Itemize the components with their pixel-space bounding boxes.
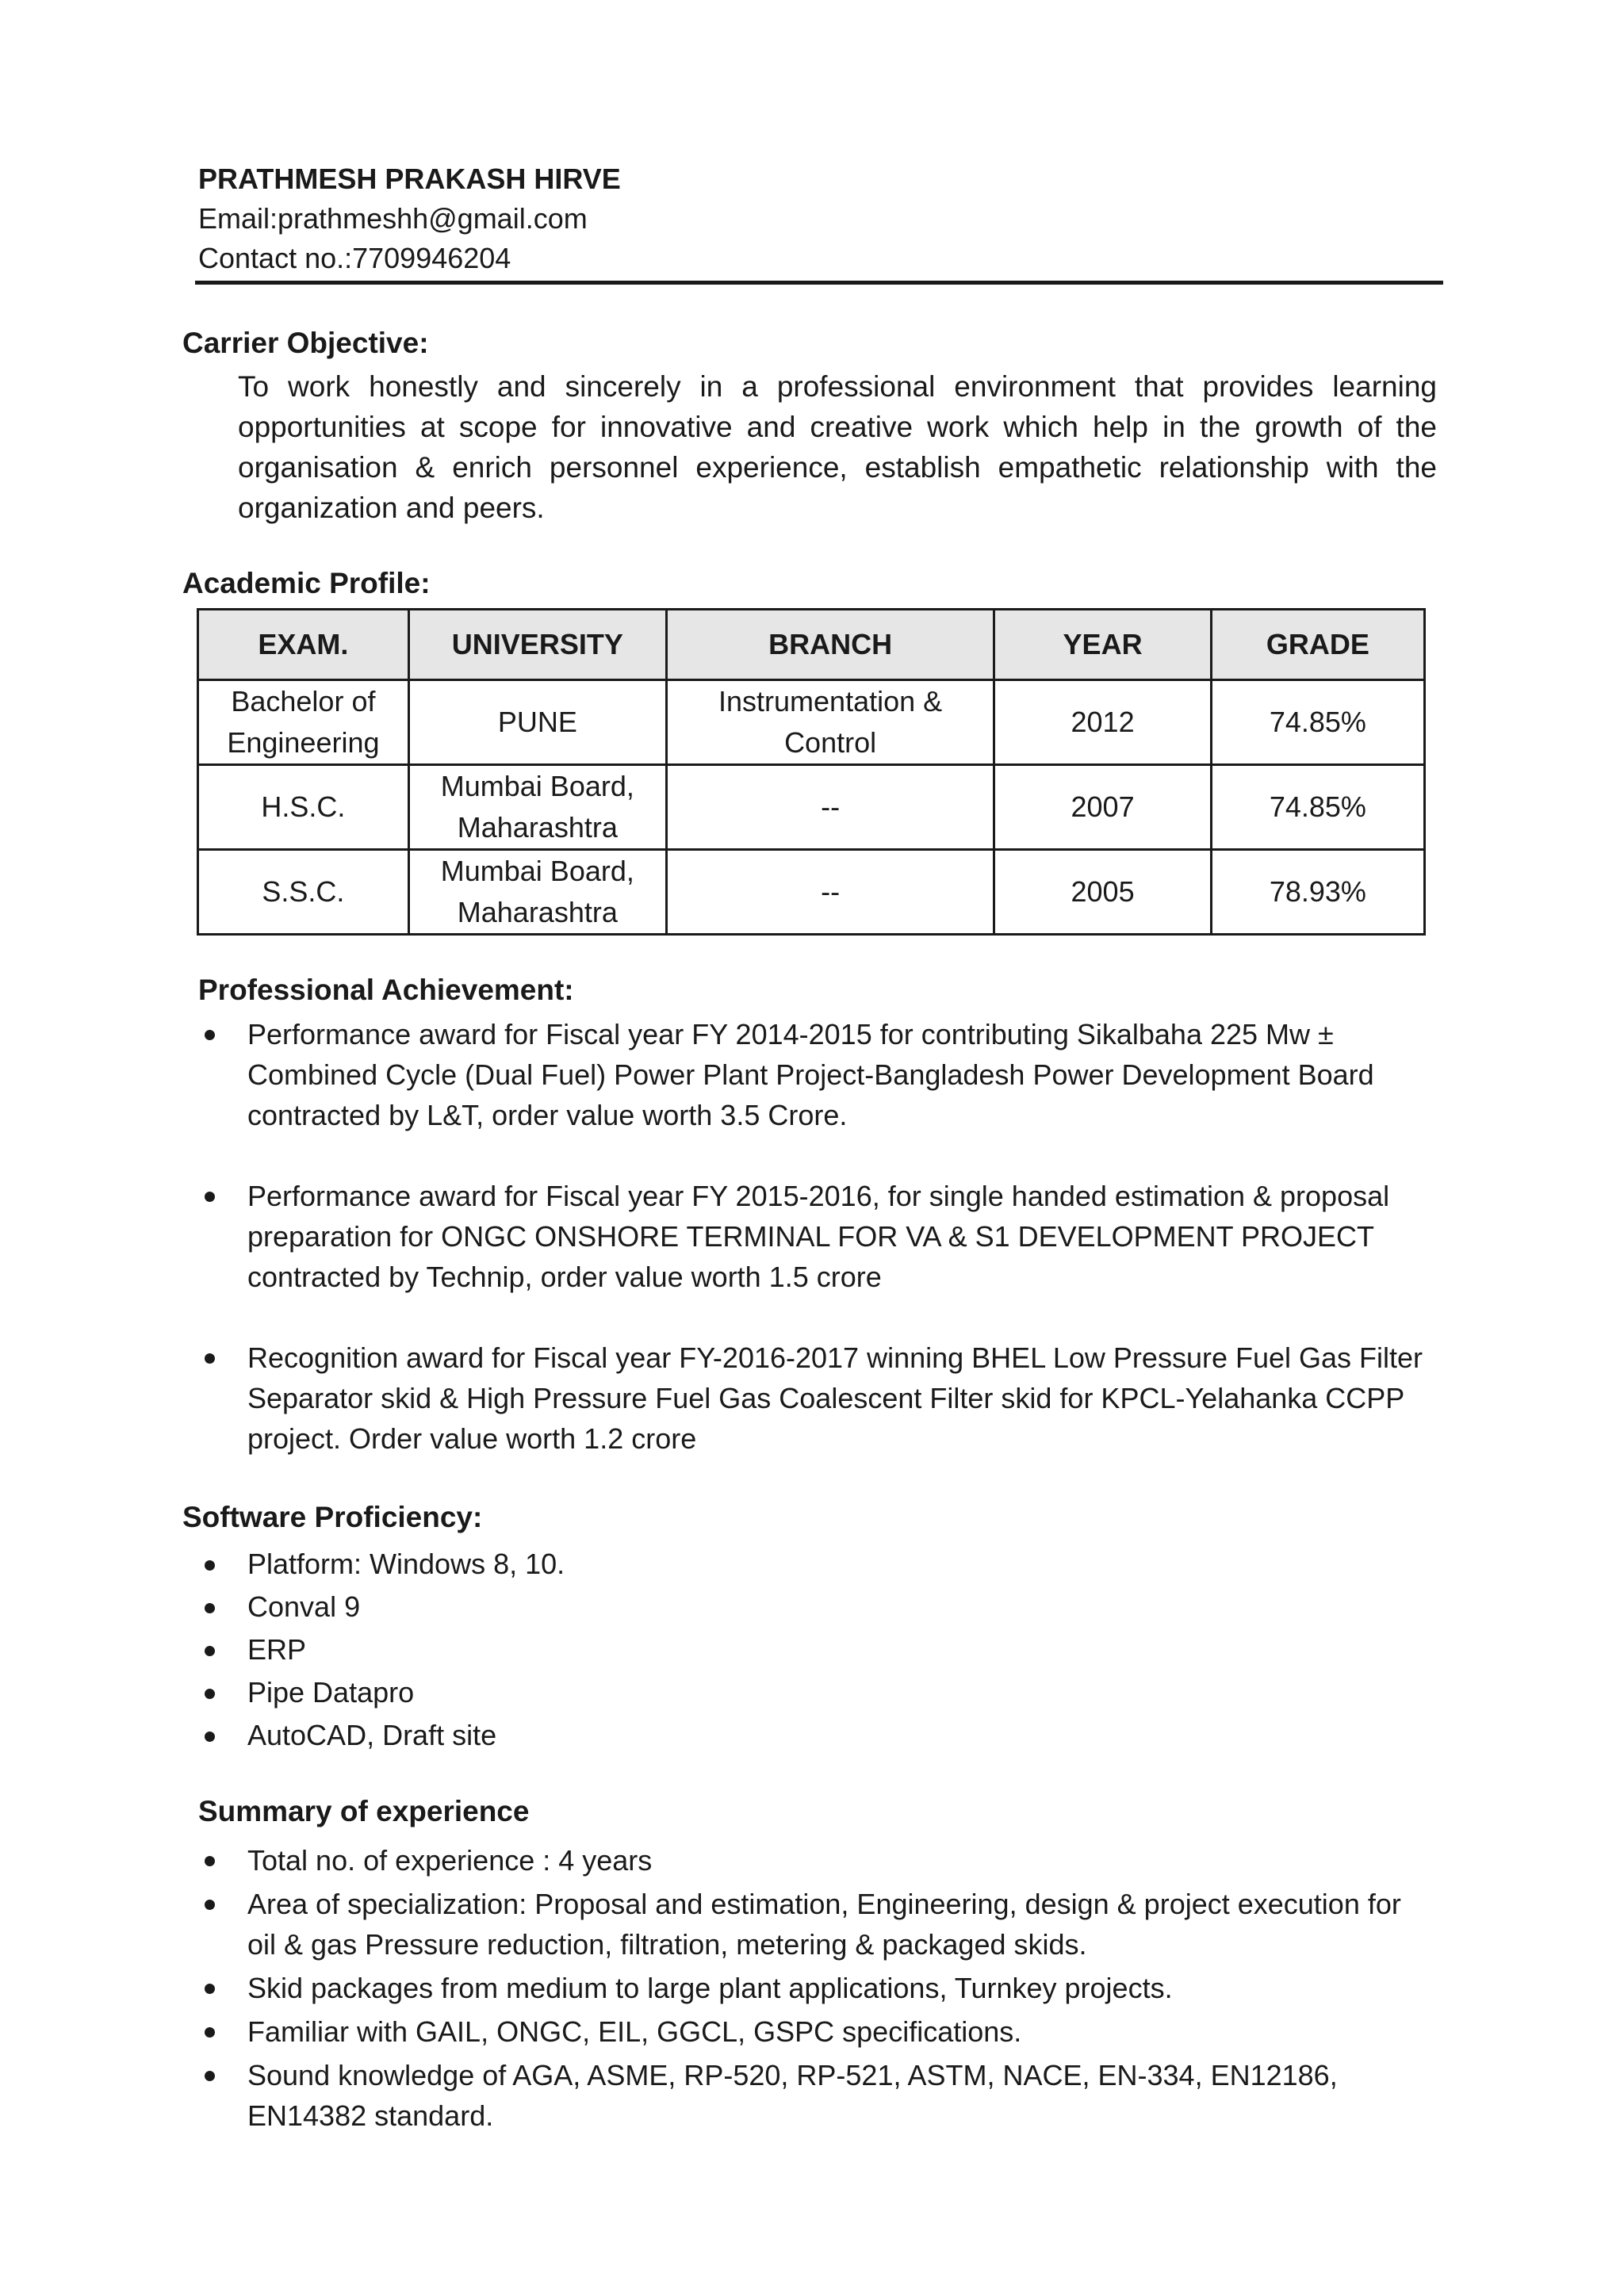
list-item: Skid packages from medium to large plant applications, Turnkey projects.	[198, 1968, 1435, 2008]
column-header-exam: EXAM.	[198, 610, 409, 680]
software-heading: Software Proficiency:	[182, 1501, 483, 1533]
list-item: Pipe Datapro	[198, 1671, 1435, 1714]
email-line: Email:prathmeshh@gmail.com	[198, 202, 588, 235]
table-row	[198, 850, 1425, 935]
academic-table	[197, 608, 1426, 936]
list-item: Performance award for Fiscal year FY 2015-2016, for single handed estimation & proposal preparation for ONGC ONSHORE TERMINAL FOR VA & S1 DEVELOPMENT PROJECT contracted by Technip, order value worth 1.5 crore	[198, 1176, 1435, 1297]
achievements-list	[198, 1014, 1435, 1459]
header-divider	[195, 281, 1443, 285]
summary-heading: Summary of experience	[198, 1795, 530, 1827]
cell-exam: S.S.C.	[198, 850, 409, 935]
list-item: AutoCAD, Draft site	[198, 1714, 1435, 1757]
cell-university: Mumbai Board, Maharashtra	[408, 850, 666, 935]
list-item: Familiar with GAIL, ONGC, EIL, GGCL, GSPC specifications.	[198, 2011, 1435, 2052]
column-header-university: UNIVERSITY	[408, 610, 666, 680]
cell-grade: 74.85%	[1211, 680, 1424, 765]
table-header-row	[198, 610, 1425, 680]
table-row	[198, 680, 1425, 765]
column-header-branch: BRANCH	[666, 610, 994, 680]
cell-year: 2007	[994, 765, 1211, 850]
objective-heading: Carrier Objective:	[182, 327, 429, 359]
candidate-name: PRATHMESH PRAKASH HIRVE	[198, 163, 621, 195]
list-item: Area of specialization: Proposal and estimation, Engineering, design & project execution for oil & gas Pressure reduction, filtration, metering & packaged skids.	[198, 1884, 1435, 1965]
summary-list	[198, 1840, 1435, 2139]
achievements-heading: Professional Achievement:	[198, 974, 574, 1006]
list-item: Recognition award for Fiscal year FY-2016-2017 winning BHEL Low Pressure Fuel Gas Filter Separator skid & High Pressure Fuel Gas Coalescent Filter skid for KPCL-Yelahanka CCPP project. Order value worth 1.2 crore	[198, 1337, 1435, 1459]
cell-branch: Instrumentation & Control	[666, 680, 994, 765]
cell-year: 2012	[994, 680, 1211, 765]
list-item: ERP	[198, 1628, 1435, 1671]
software-list	[198, 1543, 1435, 1757]
objective-text: To work honestly and sincerely in a professional environment that provides learning opportunities at scope for innovative and creative work which help in the growth of the organisation & enrich personnel experience, establish empathetic relationship with the organization and peers.	[238, 370, 1437, 524]
list-item: Performance award for Fiscal year FY 2014-2015 for contributing Sikalbaha 225 Mw ± Combined Cycle (Dual Fuel) Power Plant Project-Bangladesh Power Development Board contracted by L&T, order value worth 3.5 Crore.	[198, 1014, 1435, 1135]
cell-branch: --	[666, 850, 994, 935]
cell-university: PUNE	[408, 680, 666, 765]
cell-university: Mumbai Board, Maharashtra	[408, 765, 666, 850]
academic-heading: Academic Profile:	[182, 567, 431, 599]
column-header-year: YEAR	[994, 610, 1211, 680]
cell-year: 2005	[994, 850, 1211, 935]
list-item: Platform: Windows 8, 10.	[198, 1543, 1435, 1586]
cell-grade: 74.85%	[1211, 765, 1424, 850]
contact-line: Contact no.:7709946204	[198, 242, 511, 274]
column-header-grade: GRADE	[1211, 610, 1424, 680]
cell-branch: --	[666, 765, 994, 850]
cell-exam: H.S.C.	[198, 765, 409, 850]
table-row	[198, 765, 1425, 850]
list-item: Total no. of experience : 4 years	[198, 1840, 1435, 1881]
list-item: Sound knowledge of AGA, ASME, RP-520, RP-521, ASTM, NACE, EN-334, EN12186, EN14382 standard.	[198, 2055, 1435, 2136]
list-item: Conval 9	[198, 1586, 1435, 1628]
cell-exam: Bachelor of Engineering	[198, 680, 409, 765]
cell-grade: 78.93%	[1211, 850, 1424, 935]
